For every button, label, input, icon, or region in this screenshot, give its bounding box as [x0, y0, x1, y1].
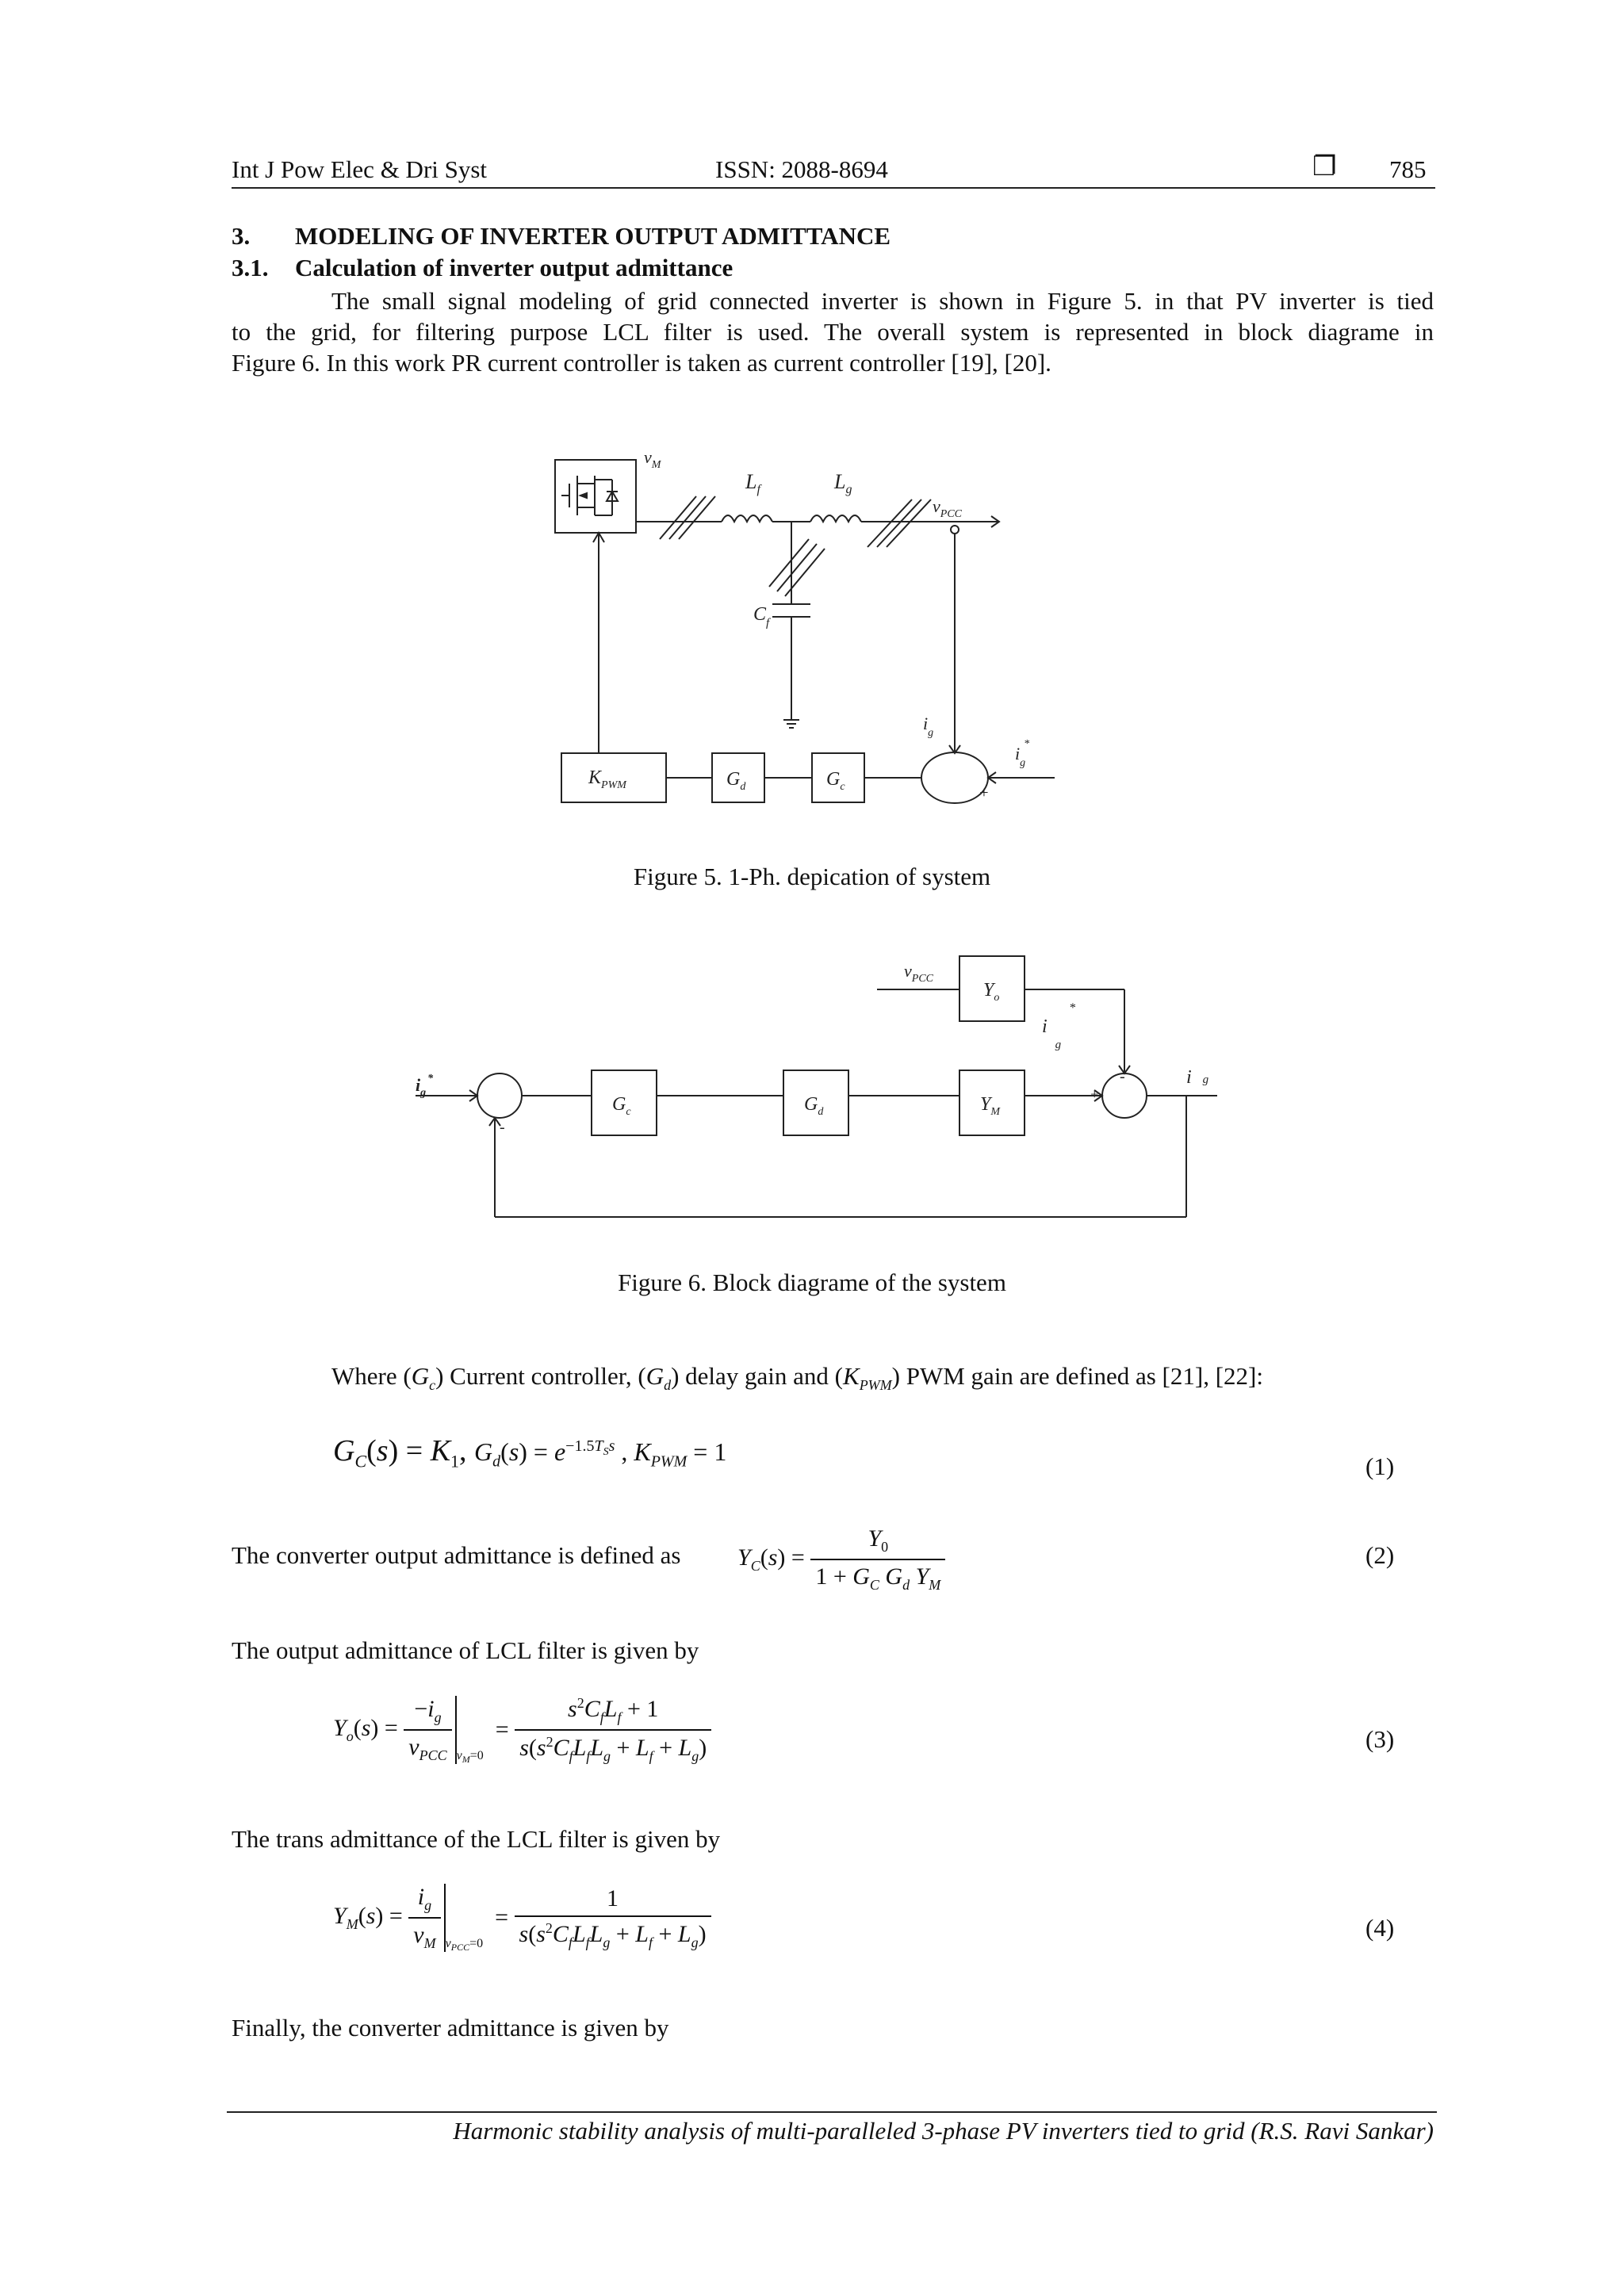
equation-3-lead: The output admittance of LCL filter is given by — [232, 1636, 699, 1664]
equation-3: $Y_o(s)$ = $\frac{-i_g}{v_{PCC}}$ $_{v_M=0}$ = $\frac{s^2C_fL_f + 1}{s(s^2C_fL_fL_g + L_f + L_g)}$ — [333, 1695, 711, 1766]
svg-text:Gd: $G_d$ — [804, 1094, 824, 1118]
closing-line: Finally, the converter admittance is given by — [232, 2014, 669, 2042]
figure5-circuit — [539, 444, 1078, 809]
equation-2-number: (2) — [1365, 1541, 1395, 1569]
intro-line-2: to the grid, for filtering purpose LCL filter is used. The overall system is represented in block diagrame in — [232, 318, 1434, 346]
svg-text:YM: $Y_M$ — [980, 1094, 1001, 1118]
equation-2: $Y_C(s)$ = $\frac{Y_0}{1 + G_C G_d Y_M}$ — [737, 1525, 945, 1594]
equation-4-number: (4) — [1365, 1914, 1395, 1942]
svg-text:-: - — [1120, 1068, 1125, 1085]
header-rule — [232, 187, 1435, 189]
switch-icon — [561, 476, 618, 515]
svg-text:ig*: $i_g^*$ — [1042, 1001, 1076, 1051]
section-title: MODELING OF INVERTER OUTPUT ADMITTANCE — [295, 222, 891, 250]
issn: ISSN: 2088-8694 — [715, 155, 888, 183]
svg-text:vPCC: $v_{PCC}$ — [904, 961, 933, 985]
subsection-number: 3.1. — [232, 254, 269, 281]
svg-text:KPWM: $K_{PWM}$ — [588, 767, 626, 791]
equation-1-number: (1) — [1365, 1452, 1395, 1480]
svg-text:ig*: $i_g*$ — [1015, 738, 1030, 769]
equation-4: $Y_M(s)$ = $\frac{i_g}{v_M}$ $_{v_{PCC}=0}$ = $\frac{1}{s(s^2C_fL_fL_g + L_f + L_g)}$ — [333, 1884, 711, 1954]
equation-4-lead: The trans admittance of the LCL filter is given by — [232, 1825, 721, 1853]
where-sentence: Where $(G_c)$ Current controller, $(G_d)$ delay gain and $(K_{PWM})$ PWM gain are defined as [21], [22]: — [331, 1362, 1263, 1394]
kpwm-block — [561, 753, 666, 802]
svg-text:vM: $v_M$ — [644, 447, 661, 471]
svg-text:Gc: $G_c$ — [612, 1094, 631, 1118]
page-number: 785 — [1389, 155, 1427, 183]
inductor-lf — [722, 515, 772, 522]
svg-text:Lf: $L_f$ — [745, 470, 760, 496]
svg-text:vPCC: $v_{PCC}$ — [933, 496, 962, 520]
figure5-caption: Figure 5. 1-Ph. depication of system — [633, 863, 991, 890]
equation-3-number: (3) — [1365, 1725, 1395, 1753]
svg-text:ig: $i_g$ — [923, 714, 934, 739]
equation-2-lead: The converter output admittance is defined as — [232, 1541, 681, 1569]
running-footer: Harmonic stability analysis of multi-paralleled 3-phase PV inverters tied to grid (R.S. Ravi Sankar) — [453, 2117, 1434, 2145]
svg-text:Yo: $Y_o$ — [983, 980, 1000, 1004]
equation-1: $G_C(s) = K_1$, $G_d(s) = e^{-1.5T_Ss}$ , $K_{PWM} = 1$ — [333, 1434, 727, 1471]
svg-text:+: + — [1090, 1086, 1100, 1102]
inductor-lg — [810, 515, 861, 522]
intro-line-3: Figure 6. In this work PR current controller is taken as current controller [19], [20]. — [232, 349, 1051, 377]
figure6-caption: Figure 6. Block diagrame of the system — [618, 1269, 1006, 1296]
journal-name: Int J Pow Elec & Dri Syst — [232, 155, 488, 183]
figure6-block-diagram — [404, 943, 1245, 1229]
svg-text:ig*: $i_g^*$ — [416, 1073, 434, 1099]
svg-text:ig: ig — [1186, 1067, 1209, 1088]
svg-text:Gc: $G_c$ — [826, 769, 845, 793]
svg-text:Cf: $C_f$ — [753, 604, 770, 629]
svg-text:+: + — [979, 784, 990, 802]
footer-rule — [227, 2111, 1437, 2113]
box-icon: ❐ — [1312, 152, 1337, 182]
svg-text:Gd: $G_d$ — [726, 769, 746, 793]
section-number: 3. — [232, 222, 251, 250]
intro-line-1: The small signal modeling of grid connected inverter is shown in Figure 5. in that PV inverter is tied — [331, 287, 1434, 315]
subsection-title: Calculation of inverter output admittance — [295, 254, 733, 281]
svg-text:Lg: $L_g$ — [834, 470, 852, 496]
ym-block — [959, 1070, 1025, 1135]
svg-text:-: - — [500, 1119, 505, 1136]
